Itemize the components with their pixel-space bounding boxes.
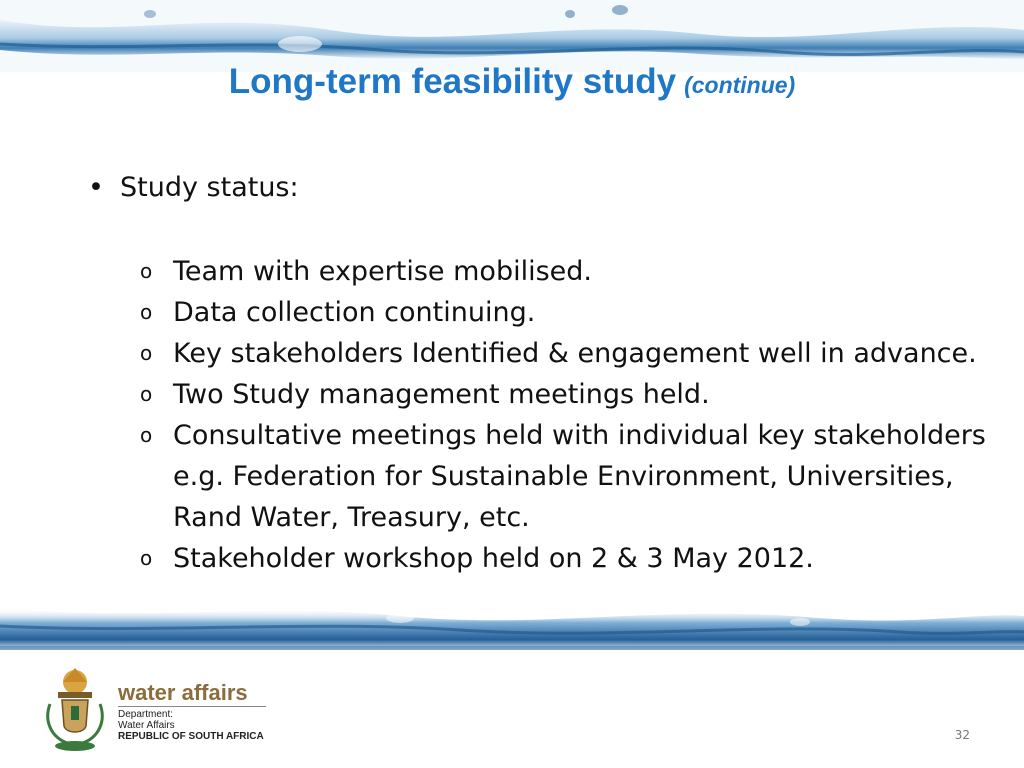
list-item: o Team with expertise mobilised. xyxy=(140,251,1000,292)
page-number: 32 xyxy=(954,728,970,742)
bullet-dot-icon: • xyxy=(88,172,104,203)
bullet-text: Study status: xyxy=(120,172,299,203)
list-item: o Key stakeholders Identified & engagement well in advance. xyxy=(140,333,1000,374)
circle-bullet-icon: o xyxy=(140,546,153,570)
status-list xyxy=(140,251,1000,579)
coat-of-arms-icon xyxy=(40,664,110,754)
circle-bullet-icon: o xyxy=(140,423,153,447)
list-item: o Stakeholder workshop held on 2 & 3 May 2012. xyxy=(140,538,1000,579)
footer-divider xyxy=(118,706,266,707)
main-bullet xyxy=(88,170,299,206)
title-suffix: (continue) xyxy=(684,72,796,98)
title-main: Long-term feasibility study xyxy=(228,62,677,101)
slide-title xyxy=(0,62,1024,105)
circle-bullet-icon: o xyxy=(140,382,153,406)
circle-bullet-icon: o xyxy=(140,259,153,283)
circle-bullet-icon: o xyxy=(140,341,153,365)
list-item: o Two Study management meetings held. xyxy=(140,374,1000,415)
bottom-water-banner xyxy=(0,596,1024,654)
department-text: Department: Water Affairs REPUBLIC OF SOUTH AFRICA xyxy=(118,709,264,742)
list-item: o Consultative meetings held with individual key stakeholders e.g. Federation for Sustainable Environment, Universities, Rand Water, Treasury, etc. xyxy=(140,415,1000,538)
brand-name: water affairs xyxy=(118,680,248,705)
circle-bullet-icon: o xyxy=(140,300,153,324)
list-item: o Data collection continuing. xyxy=(140,292,1000,333)
